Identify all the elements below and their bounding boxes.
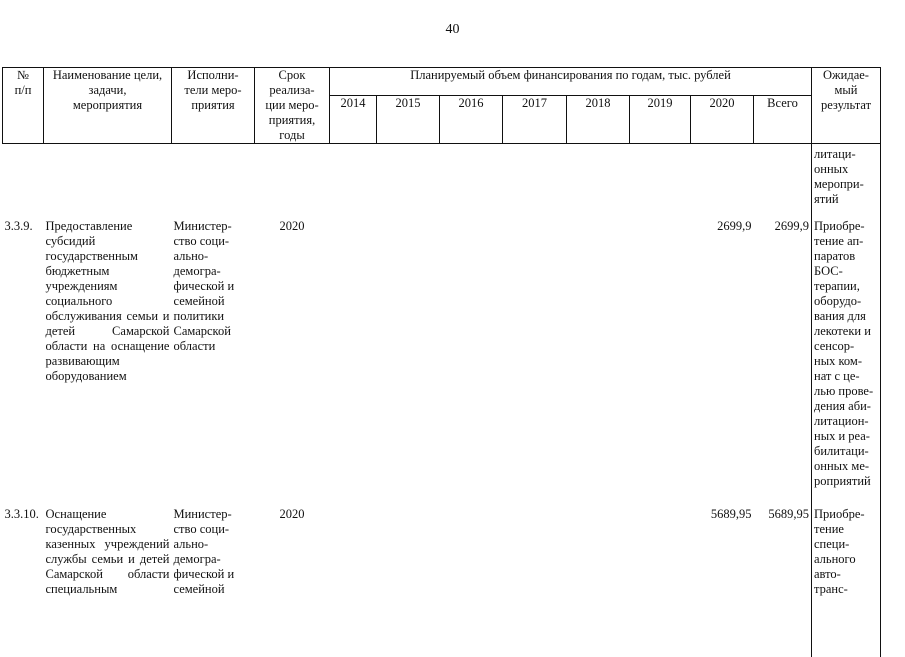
header-year: 2019 (630, 96, 691, 144)
page-number: 40 (445, 22, 460, 37)
financing-table (2, 67, 881, 657)
cell-empty (377, 489, 440, 657)
cell-term: 2020 (279, 507, 305, 521)
cell-num: 3.3.10. (4, 507, 39, 521)
cell-executor: Министер- ство соци- ально- демогра- фической и семейной (173, 507, 235, 596)
cell-empty (503, 489, 567, 657)
cell-name: Оснащение государственных казенных учреждений службы семьи и детей Самарской области специальным (45, 507, 170, 596)
header-financing: Планируемый объем финансирования по годам, тыс. рублей (330, 68, 812, 96)
cell-empty (172, 144, 255, 208)
cell-empty (630, 489, 691, 657)
cell-empty (440, 144, 503, 208)
cell-empty (377, 207, 440, 489)
cell-empty (330, 207, 377, 489)
cell-executor: Министер- ство соци- ально- демогра- фической и семейной политики Самарской области (173, 219, 235, 353)
cell-empty (567, 144, 630, 208)
header-year: 2016 (440, 96, 503, 144)
cell-empty (503, 144, 567, 208)
table-row (3, 144, 881, 208)
cell-total: 2699,9 (754, 207, 812, 489)
cell-empty (330, 144, 377, 208)
header-executors: Исполни- тели меро- приятия (172, 68, 255, 144)
cell-result: Приобре- тение ап- паратов БОС- терапии, оборудо- вания для лекотеки и сенсор- ных ком- нат с це- лью прове- дения аби- литацион- ных и реа- билитаци- онных ме- роприятий (812, 207, 881, 489)
cell-num: 3.3.9. (4, 219, 33, 233)
cell-empty (44, 144, 172, 208)
cell-empty (377, 144, 440, 208)
header-result: Ожидае- мый результат (812, 68, 881, 144)
table-row (3, 207, 881, 489)
header-year: 2018 (567, 96, 630, 144)
cell-term: 2020 (279, 219, 305, 233)
cell-empty (567, 207, 630, 489)
cell-total: 5689,95 (754, 489, 812, 657)
header-term: Срок реализа- ции меро- приятия, годы (255, 68, 330, 144)
cell-empty (630, 207, 691, 489)
cell-2020: 2699,9 (717, 219, 752, 233)
cell-empty (503, 207, 567, 489)
cell-2020: 5689,95 (710, 507, 752, 521)
cell-empty (754, 144, 812, 208)
cell-empty (3, 144, 44, 208)
header-name: Наименование цели, задачи, мероприятия (44, 68, 172, 144)
header-year: 2017 (503, 96, 567, 144)
table-row (3, 489, 881, 657)
cell-result: Приобре- тение специ- ального авто- транс- (812, 489, 881, 657)
cell-empty (630, 144, 691, 208)
header-year: 2014 (330, 96, 377, 144)
cell-empty (567, 489, 630, 657)
cell-name: Предоставление субсидий государственным бюджетным учреждениям социального обслуживания семьи и детей Самарской области на оснащение развивающим оборудованием (45, 219, 170, 383)
header-num: № п/п (3, 68, 44, 144)
header-year: 2020 (691, 96, 754, 144)
cell-empty (440, 207, 503, 489)
header-year: 2015 (377, 96, 440, 144)
cell-empty (440, 489, 503, 657)
cell-empty (691, 144, 754, 208)
cell-empty (330, 489, 377, 657)
header-total: Всего (754, 96, 812, 144)
cell-result: литаци- онных меропри- ятий (812, 144, 881, 208)
cell-empty (255, 144, 330, 208)
